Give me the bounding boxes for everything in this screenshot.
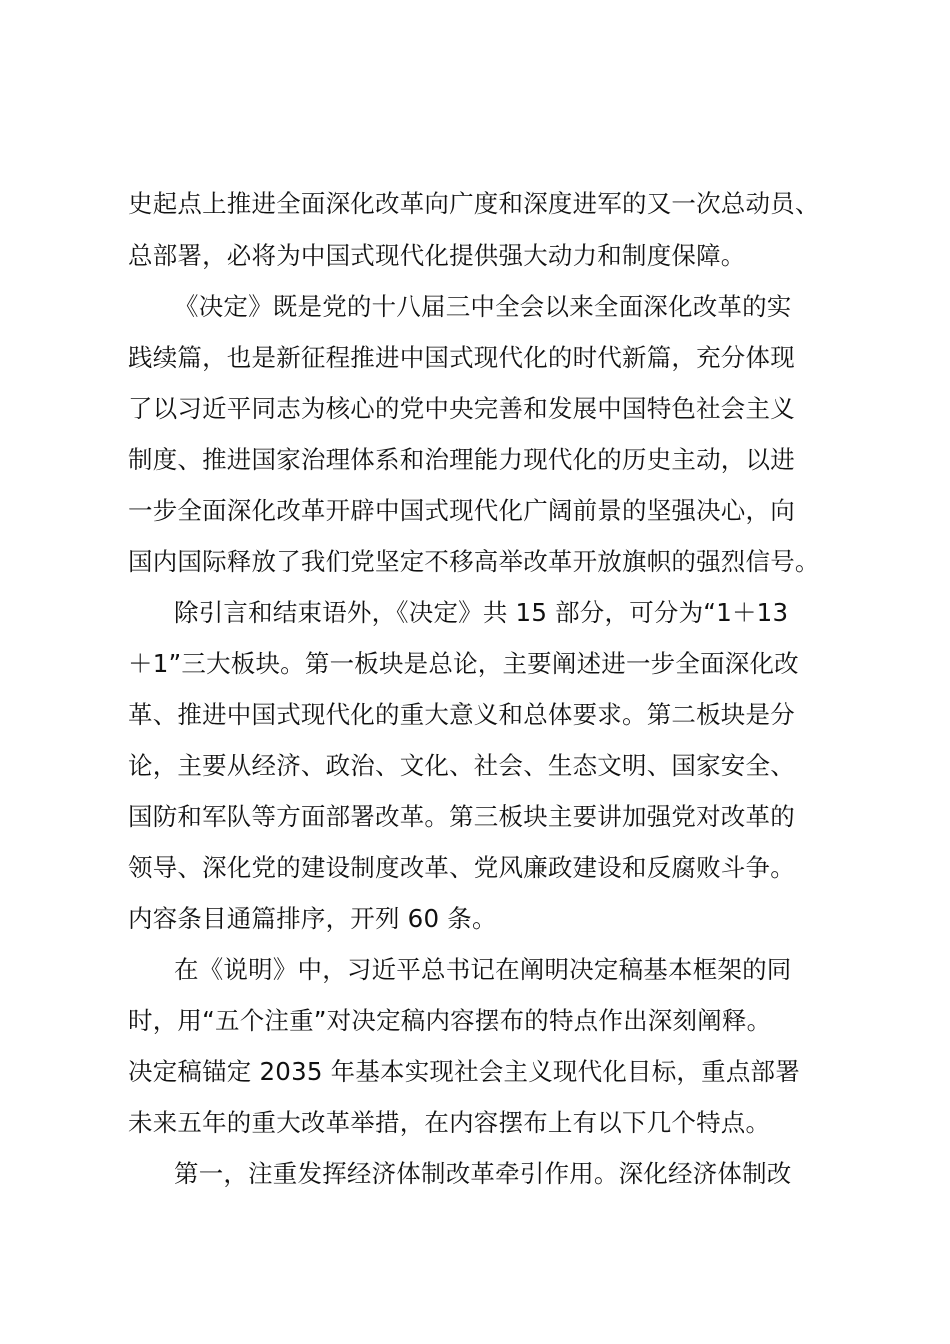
text-line: 时，用“五个注重”对决定稿内容摆布的特点作出深刻阐释。	[128, 1006, 772, 1035]
paragraph-start-line: 第一，注重发挥经济体制改革牵引作用。深化经济体制改	[174, 1159, 792, 1188]
paragraph-start-line: 在《说明》中，习近平总书记在阐明决定稿基本框架的同	[174, 955, 792, 984]
text-line: 一步全面深化改革开辟中国式现代化广阔前景的坚强决心，向	[128, 496, 795, 525]
text-line: 领导、深化党的建设制度改革、党风廉政建设和反腐败斗争。	[128, 853, 795, 882]
text-line: 内容条目通篇排序，开列 60 条。	[128, 904, 497, 933]
text-line: 国防和军队等方面部署改革。第三板块主要讲加强党对改革的	[128, 802, 795, 831]
text-line: 总部署，必将为中国式现代化提供强大动力和制度保障。	[128, 241, 746, 270]
text-line: 制度、推进国家治理体系和治理能力现代化的历史主动，以进	[128, 445, 795, 474]
paragraph-start-line: 除引言和结束语外，《决定》共 15 部分，可分为“1＋13	[174, 598, 789, 627]
text-line: 革、推进中国式现代化的重大意义和总体要求。第二板块是分	[128, 700, 795, 729]
text-line: ＋1”三大板块。第一板块是总论，主要阐述进一步全面深化改	[128, 649, 799, 678]
text-line: 未来五年的重大改革举措，在内容摆布上有以下几个特点。	[128, 1108, 771, 1137]
text-line: 论，主要从经济、政治、文化、社会、生态文明、国家安全、	[128, 751, 795, 780]
text-line: 国内国际释放了我们党坚定不移高举改革开放旗帜的强烈信号。	[128, 547, 820, 576]
text-line: 了以习近平同志为核心的党中央完善和发展中国特色社会主义	[128, 394, 795, 423]
text-line: 决定稿锚定 2035 年基本实现社会主义现代化目标，重点部署	[128, 1057, 800, 1086]
text-line: 史起点上推进全面深化改革向广度和深度进军的又一次总动员、	[128, 189, 820, 218]
paragraph-start-line: 《决定》既是党的十八届三中全会以来全面深化改革的实	[174, 292, 792, 321]
text-line: 践续篇，也是新征程推进中国式现代化的时代新篇，充分体现	[128, 343, 795, 372]
